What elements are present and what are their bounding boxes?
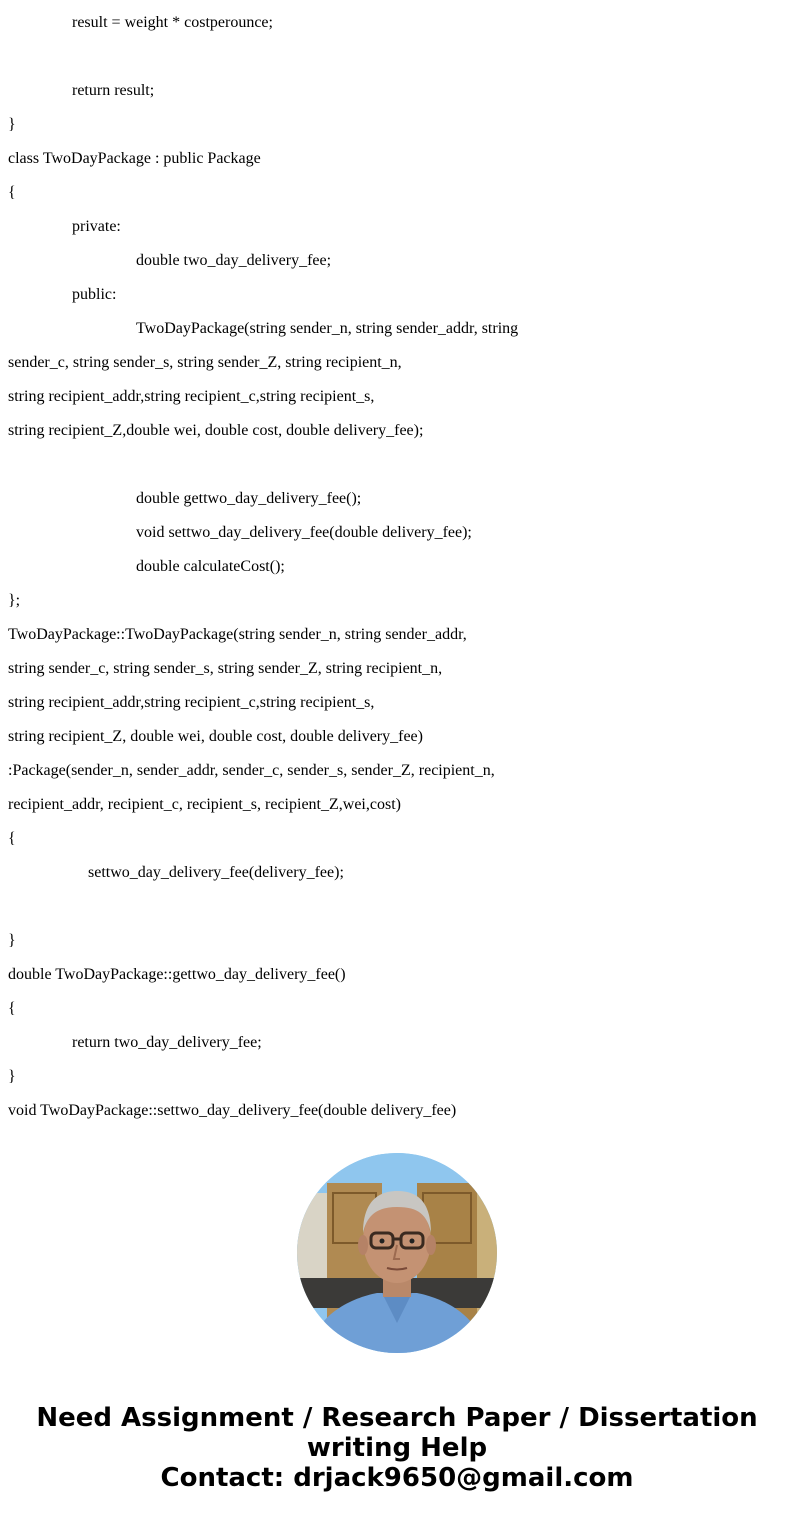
code-line: { xyxy=(8,184,16,201)
code-line: void settwo_day_delivery_fee(double delivery_fee); xyxy=(136,524,472,541)
code-line: void TwoDayPackage::settwo_day_delivery_fee(double delivery_fee) xyxy=(8,1102,457,1119)
code-line: string recipient_Z,double wei, double cost, double delivery_fee); xyxy=(8,422,424,439)
cta-line-1: Need Assignment / Research Paper / Dissertation xyxy=(36,1403,758,1433)
code-line: string recipient_addr,string recipient_c,string recipient_s, xyxy=(8,694,375,711)
code-line: double two_day_delivery_fee; xyxy=(136,252,332,269)
code-line: recipient_addr, recipient_c, recipient_s, recipient_Z,wei,cost) xyxy=(8,796,401,813)
code-line: settwo_day_delivery_fee(delivery_fee); xyxy=(88,864,344,881)
cta-contact-email: Contact: drjack9650@gmail.com xyxy=(160,1463,634,1493)
code-line: } xyxy=(8,932,16,949)
code-line: return result; xyxy=(72,82,155,99)
code-line-blank xyxy=(0,40,794,74)
code-line: double calculateCost(); xyxy=(136,558,285,575)
help-contact-banner xyxy=(0,1403,794,1493)
code-line: string recipient_Z, double wei, double cost, double delivery_fee) xyxy=(8,728,423,745)
code-line: class TwoDayPackage : public Package xyxy=(8,150,261,167)
code-listing xyxy=(0,6,794,1128)
code-line: result = weight * costperounce; xyxy=(72,14,273,31)
author-avatar xyxy=(297,1153,497,1353)
code-line: double gettwo_day_delivery_fee(); xyxy=(136,490,362,507)
code-line: { xyxy=(8,830,16,847)
code-line: } xyxy=(8,1068,16,1085)
author-portrait-icon xyxy=(297,1153,497,1353)
code-line: { xyxy=(8,1000,16,1017)
code-line: } xyxy=(8,116,16,133)
code-line: double TwoDayPackage::gettwo_day_delivery_fee() xyxy=(8,966,346,983)
code-line: public: xyxy=(72,286,117,303)
code-line-blank xyxy=(0,890,794,924)
code-line: TwoDayPackage::TwoDayPackage(string sender_n, string sender_addr, xyxy=(8,626,467,643)
cta-line-2: writing Help xyxy=(306,1433,488,1463)
code-line: string recipient_addr,string recipient_c,string recipient_s, xyxy=(8,388,375,405)
code-line-blank xyxy=(0,448,794,482)
code-line: return two_day_delivery_fee; xyxy=(72,1034,262,1051)
code-line: }; xyxy=(8,592,21,609)
code-line: private: xyxy=(72,218,121,235)
code-line: TwoDayPackage(string sender_n, string sender_addr, string xyxy=(136,320,519,337)
code-line: string sender_c, string sender_s, string sender_Z, string recipient_n, xyxy=(8,660,443,677)
code-line: sender_c, string sender_s, string sender_Z, string recipient_n, xyxy=(8,354,402,371)
code-line: :Package(sender_n, sender_addr, sender_c, sender_s, sender_Z, recipient_n, xyxy=(8,762,495,779)
